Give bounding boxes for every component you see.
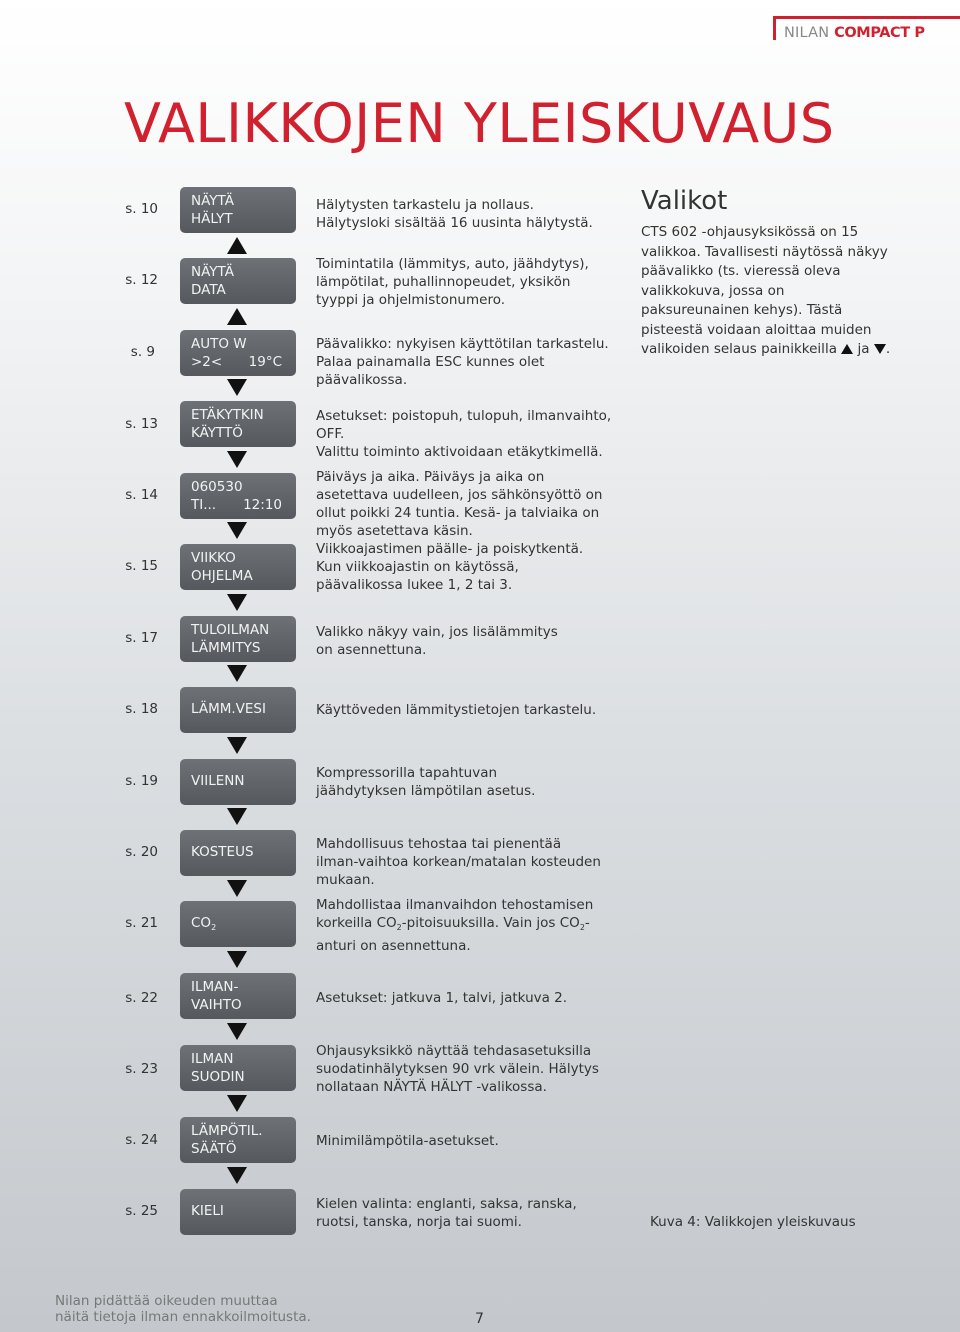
- menu-line: KIELI: [191, 1203, 224, 1219]
- page-ref: s. 24: [125, 1132, 158, 1148]
- arrow-down-icon: [874, 344, 886, 354]
- menu-line: AUTO W: [191, 336, 247, 352]
- menu-box-lampotil-saato: [180, 1117, 296, 1163]
- desc-tuloilman-lammitys: Valikko näkyy vain, jos lisälämmitys on asennettuna.: [316, 624, 558, 658]
- menu-box-viikko-ohjelma: [180, 544, 296, 590]
- arrow-down-icon: [227, 379, 247, 396]
- desc-co2: Mahdollistaa ilmanvaihdon tehostamisen korkeilla $CO_2$-pitoisuuksilla. Vain jos $CO_2$-anturi on asennettuna.: [316, 897, 594, 954]
- menu-box-ilmanvaihto: [180, 973, 296, 1019]
- menu-line: VIILENN: [191, 773, 245, 789]
- page-ref: s. 17: [125, 630, 158, 646]
- page-ref: s. 22: [125, 990, 158, 1006]
- side-title: Valikot: [641, 186, 728, 216]
- menu-line: ILMAN-: [191, 979, 239, 995]
- menu-line: VIIKKO: [191, 550, 236, 566]
- menu-line: ILMAN: [191, 1051, 234, 1067]
- menu-line: NÄYTÄ: [191, 193, 234, 209]
- menu-box-kosteus: [180, 830, 296, 876]
- menu-box-date-time: [180, 473, 296, 519]
- menu-line: DATA: [191, 281, 226, 298]
- page-ref: s. 25: [125, 1203, 158, 1219]
- menu-line: >2< 19°C: [191, 353, 282, 370]
- page-ref: s. 21: [125, 915, 158, 931]
- page-ref: s. 23: [125, 1061, 158, 1077]
- menu-line: OHJELMA: [191, 567, 253, 584]
- menu-line: HÄLYT: [191, 210, 233, 227]
- menu-box-nayta-halyt: [180, 187, 296, 233]
- figure-caption: Kuva 4: Valikkojen yleiskuvaus: [650, 1214, 856, 1230]
- desc-lampotil-saato: Minimilämpötila-asetukset.: [316, 1133, 499, 1149]
- arrow-down-icon: [227, 951, 247, 968]
- menu-line: KÄYTTÖ: [191, 424, 243, 441]
- page-ref: s. 20: [125, 844, 158, 860]
- brand-header: [773, 16, 960, 40]
- side-text: CTS 602 -ohjausyksikössä on 15 valikkoa. Tavallisesti näytössä näkyy päävalikko (ts. vieressä oleva valikkokuva, jossa on paksureunainen kehys). Tästä pisteestä voidaan aloittaa muiden valikoiden selaus painikkeilla ja .: [641, 224, 891, 357]
- desc-nayta-data: Toimintatila (lämmitys, auto, jäähdytys), lämpötilat, puhallinnopeudet, yksikön tyyppi ja ohjelmistonumero.: [316, 256, 589, 308]
- time-value: 12:10: [243, 496, 282, 513]
- menu-line: TULOILMAN: [191, 622, 270, 638]
- page-ref: s. 18: [125, 701, 158, 717]
- page-ref: s. 10: [125, 201, 158, 217]
- desc-lamm-vesi: Käyttöveden lämmitystietojen tarkastelu.: [316, 702, 597, 718]
- page-ref: s. 19: [125, 773, 158, 789]
- desc-main-menu: Päävalikko: nykyisen käyttötilan tarkastelu. Palaa painamalla ESC kunnes olet päävalikossa.: [316, 336, 609, 388]
- page-number: 7: [475, 1311, 484, 1327]
- arrow-down-icon: [227, 665, 247, 682]
- menu-box-nayta-data: [180, 258, 296, 304]
- arrow-down-icon: [227, 1023, 247, 1040]
- footer-disclaimer: Nilan pidättää oikeuden muuttaa näitä tietoja ilman ennakkoilmoitusta.: [55, 1293, 311, 1325]
- menu-line: LÄMMITYS: [191, 639, 261, 656]
- menu-box-viilenn: [180, 759, 296, 805]
- desc-ilman-suodin: Ohjausyksikkö näyttää tehdasasetuksilla suodatinhälytyksen 90 vrk välein. Hälytys nollataan NÄYTÄ HÄLYT -valikossa.: [316, 1043, 599, 1095]
- desc-kieli: Kielen valinta: englanti, saksa, ranska, ruotsi, tanska, norja tai suomi.: [316, 1196, 577, 1230]
- menu-box-co2: [180, 901, 296, 947]
- menu-box-kieli: [180, 1189, 296, 1235]
- menu-line: KOSTEUS: [191, 844, 254, 860]
- page-ref: s. 12: [125, 272, 158, 288]
- menu-line: NÄYTÄ: [191, 264, 234, 280]
- arrow-up-icon: [227, 237, 247, 254]
- menu-box-lamm-vesi: [180, 687, 296, 733]
- arrow-down-icon: [227, 808, 247, 825]
- menu-line: LÄMM.VESI: [191, 701, 266, 717]
- menu-line: SÄÄTÖ: [191, 1140, 237, 1157]
- menu-line: TI... 12:10: [191, 496, 282, 513]
- page-ref: s. 14: [125, 487, 158, 503]
- desc-ilmanvaihto: Asetukset: jatkuva 1, talvi, jatkuva 2.: [316, 990, 568, 1006]
- page-ref: s. 15: [125, 558, 158, 574]
- arrow-down-icon: [227, 737, 247, 754]
- menu-box-etakytkin: [180, 401, 296, 447]
- menu-line: 060530: [191, 479, 243, 495]
- menu-box-tuloilman-lammitys: [180, 616, 296, 662]
- menu-box-ilman-suodin: [180, 1045, 296, 1091]
- desc-viilenn: Kompressorilla tapahtuvan jäähdytyksen lämpötilan asetus.: [316, 765, 536, 799]
- arrow-down-icon: [227, 522, 247, 539]
- page-title: VALIKKOJEN YLEISKUVAUS: [124, 92, 835, 155]
- page-ref: s. 13: [125, 416, 158, 432]
- brand-product: COMPACT P: [834, 25, 925, 41]
- desc-date-time: Päiväys ja aika. Päiväys ja aika on asetettava uudelleen, jos sähkönsyöttö on ollut poikki 24 tuntia. Kesä- ja talviaika on myös asetettava käsin. Viikkoajastimen päälle- ja poiskytkentä. Kun viikkoajastin on käytössä, päävalikossa lukee 1, 2 tai 3.: [316, 469, 603, 593]
- arrow-down-icon: [227, 1095, 247, 1112]
- menu-line: $CO_2$: [191, 915, 217, 932]
- arrow-down-icon: [227, 451, 247, 468]
- arrow-down-icon: [227, 880, 247, 897]
- desc-kosteus: Mahdollisuus tehostaa tai pienentää ilman-vaihtoa korkean/matalan kosteuden mukaan.: [316, 836, 601, 888]
- page-ref: s. 9: [130, 344, 155, 360]
- desc-nayta-halyt: Hälytysten tarkastelu ja nollaus. Hälytysloki sisältää 16 uusinta hälytystä.: [316, 197, 593, 231]
- temperature-value: 19°C: [248, 353, 282, 370]
- desc-etakytkin: Asetukset: poistopuh, tulopuh, ilmanvaihto, OFF. Valittu toiminto aktivoidaan etäkytkimellä.: [316, 408, 612, 460]
- arrow-down-icon: [227, 594, 247, 611]
- menu-line: VAIHTO: [191, 996, 242, 1013]
- menu-line: ETÄKYTKIN: [191, 407, 264, 423]
- brand-prefix: NILAN: [784, 25, 830, 41]
- menu-box-auto-w: [180, 330, 296, 376]
- menu-line: SUODIN: [191, 1068, 245, 1085]
- menu-line: LÄMPÖTIL.: [191, 1123, 263, 1139]
- arrow-up-icon: [227, 308, 247, 325]
- arrow-up-icon: [841, 344, 853, 354]
- arrow-down-icon: [227, 1167, 247, 1184]
